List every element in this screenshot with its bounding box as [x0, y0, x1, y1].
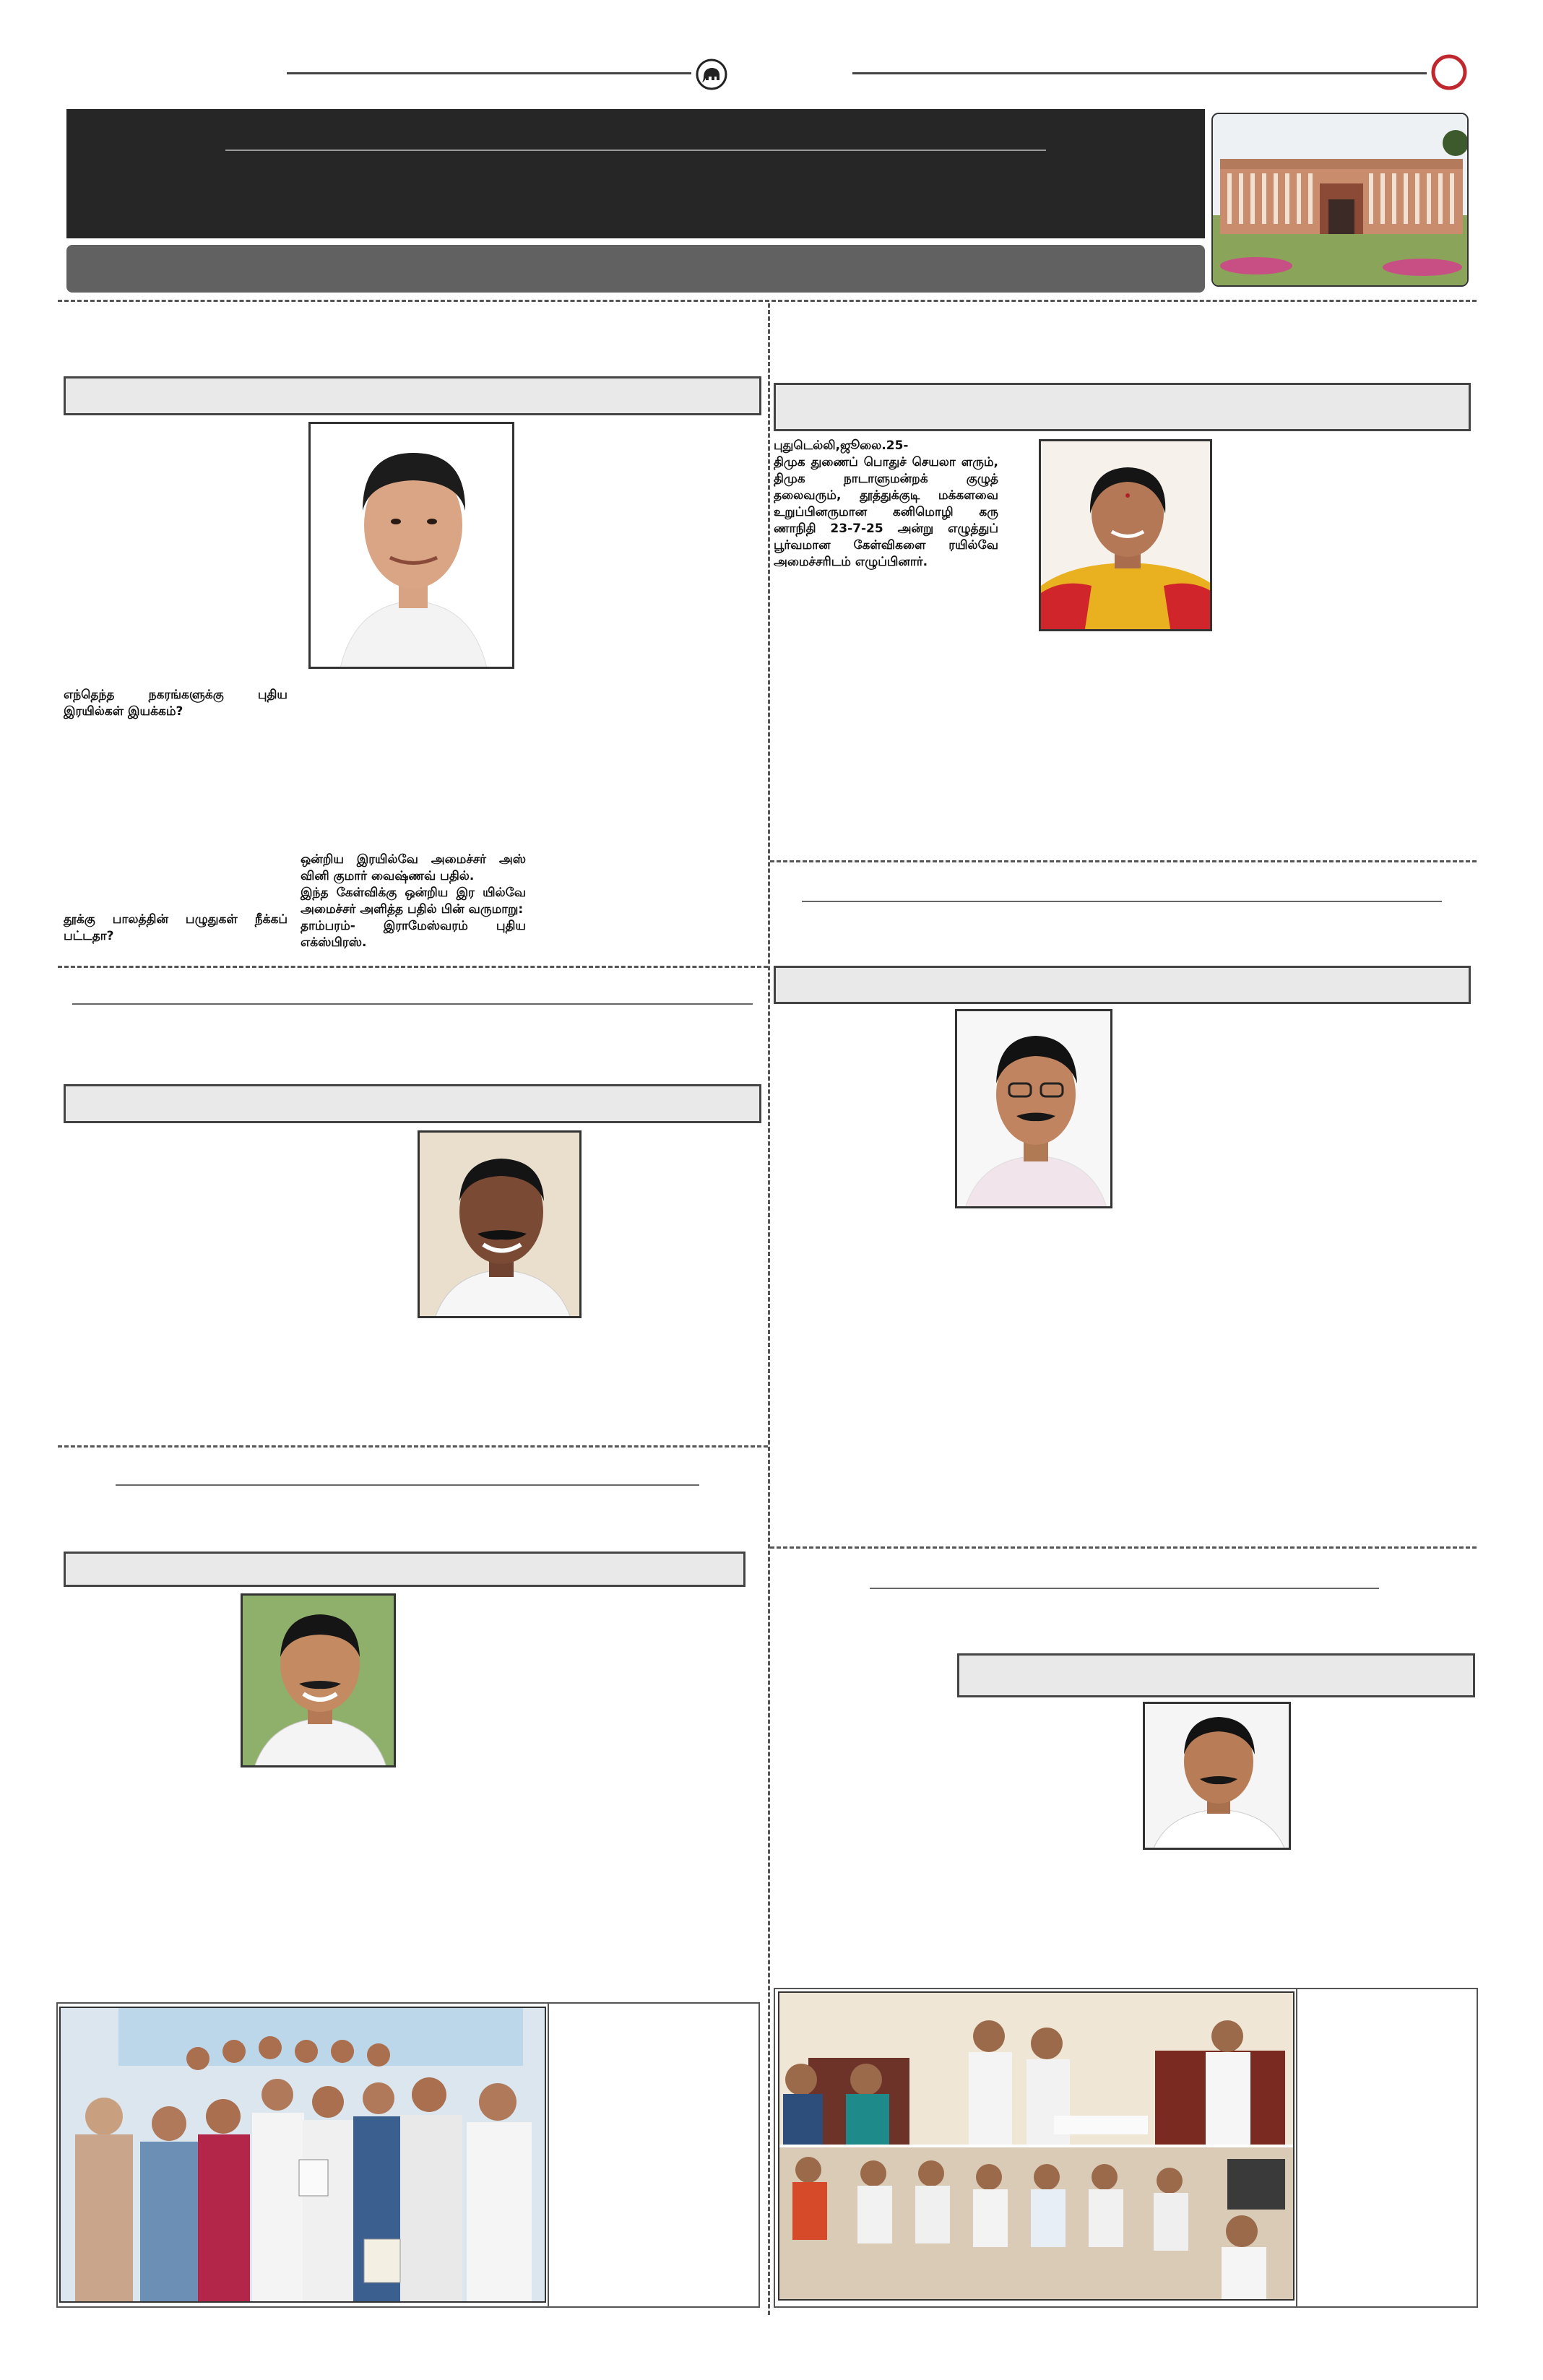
parliament-photo — [1211, 113, 1469, 287]
left-story3-headline-bar — [64, 1552, 745, 1587]
right-story3-title-rule — [870, 1588, 1379, 1589]
column-divider — [768, 303, 770, 2315]
red-circle-icon — [1430, 53, 1468, 91]
elephant-emblem-icon — [695, 58, 728, 91]
left-divider-2 — [58, 1445, 768, 1448]
right-story3-headline-bar — [957, 1653, 1475, 1697]
left-photo-caption-divider — [548, 2002, 549, 2308]
right-meeting-photo — [778, 1991, 1295, 2301]
right-story2-portrait — [955, 1009, 1112, 1208]
right-story1-headline-bar — [774, 383, 1471, 431]
left-story1-headline-bar — [64, 376, 761, 415]
left-story3-title-rule — [116, 1484, 699, 1486]
right-divider-1 — [770, 860, 1477, 862]
left-story1-bridge-question: தூக்கு பாலத்தின் பழுதுகள் நீக்கப் பட்டதா? — [64, 912, 288, 943]
masthead-divider — [58, 300, 1477, 302]
left-story1-portrait — [308, 422, 514, 669]
right-photo-caption-divider — [1296, 1988, 1297, 2308]
left-story2-headline-bar — [64, 1084, 761, 1123]
banner-rule — [225, 150, 1046, 151]
headline-banner — [66, 109, 1205, 238]
left-story2-portrait — [418, 1130, 582, 1318]
right-story3-portrait — [1143, 1702, 1291, 1850]
masthead-rule-right — [852, 72, 1427, 74]
left-divider-1 — [58, 966, 768, 968]
right-story1-body: புதுடெல்லி,ஜூலை.25- திமுக துணைப் பொதுச் செயலா ளரும், திமுக நாடாளுமன்றக் குழுத் தலைவரும், தூத்துக்குடி மக்களவை உறுப்பினருமான கனிமொழி கரு ணாநிதி 23-7-25 அன்று எழுத்துப் பூர்வமான கேள்விகளை ரயில்வே அமைச்சரிடம் எழுப்பினார். — [774, 438, 998, 569]
right-story1-portrait — [1039, 439, 1212, 631]
right-story2-title-rule — [802, 901, 1442, 902]
left-story3-portrait — [241, 1593, 396, 1767]
subheadline-banner — [66, 245, 1205, 293]
masthead-rule-left — [287, 72, 691, 74]
right-story2-headline-bar — [774, 966, 1471, 1004]
left-story1-question: எந்தெந்த நகரங்களுக்கு புதிய இரயில்கள் இயக்கம்? — [64, 688, 288, 719]
left-story1-answer: ஒன்றிய இரயில்வே அமைச்சர் அஸ் வினி குமார் வைஷ்ணவ் பதில். இந்த கேள்விக்கு ஒன்றிய இர யில்வே அமைச்சர் அளித்த பதில் பின் வருமாறு: தாம்பரம்- இராமேஸ்வரம் புதிய எக்ஸ்பிரஸ். — [301, 852, 526, 950]
left-story2-title-rule — [72, 1003, 753, 1005]
left-group-photo — [59, 2007, 546, 2303]
right-divider-2 — [770, 1546, 1477, 1549]
